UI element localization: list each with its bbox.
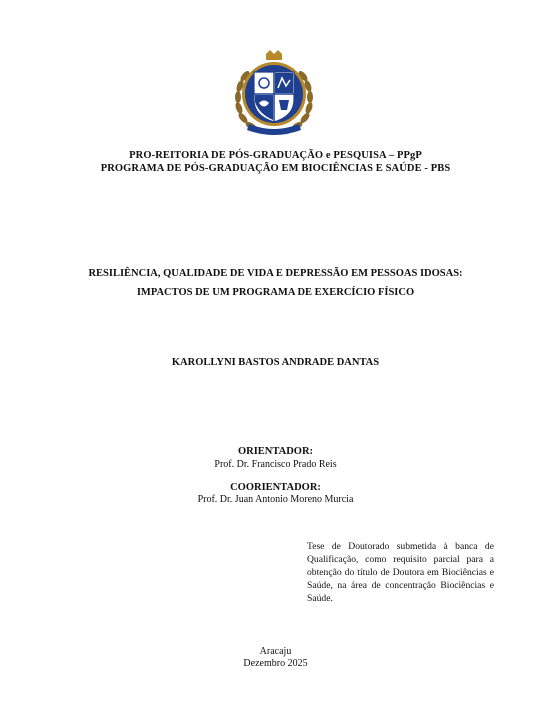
coadvisor-label: COORIENTADOR: [230, 482, 321, 493]
place: Aracaju [259, 646, 292, 657]
university-seal-icon [229, 48, 319, 140]
institution-line-2: PROGRAMA DE PÓS-GRADUAÇÃO EM BIOCIÊNCIAS E SAÚDE - PBS [100, 163, 451, 174]
thesis-statement: Tese de Doutorado submetida à banca de Qualificação, como requisito parcial para a obtenção do título de Doutora em Biociências e Saúde, na área de concentração Biociências e Saúde. [307, 541, 494, 605]
date: Dezembro 2025 [243, 658, 308, 669]
institution-line-1: PRO-REITORIA DE PÓS-GRADUAÇÃO e PESQUISA – PPgP [129, 150, 422, 161]
advisor-name: Prof. Dr. Francisco Prado Reis [214, 459, 337, 470]
author-name: KAROLLYNI BASTOS ANDRADE DANTAS [171, 357, 380, 368]
coadvisor-name: Prof. Dr. Juan Antonio Moreno Murcia [197, 494, 354, 505]
thesis-title-line-1: RESILIÊNCIA, QUALIDADE DE VIDA E DEPRESSÃO EM PESSOAS IDOSAS: [88, 268, 463, 279]
thesis-title-line-2: IMPACTOS DE UM PROGRAMA DE EXERCÍCIO FÍSICO [136, 287, 415, 298]
advisor-label: ORIENTADOR: [237, 446, 314, 457]
